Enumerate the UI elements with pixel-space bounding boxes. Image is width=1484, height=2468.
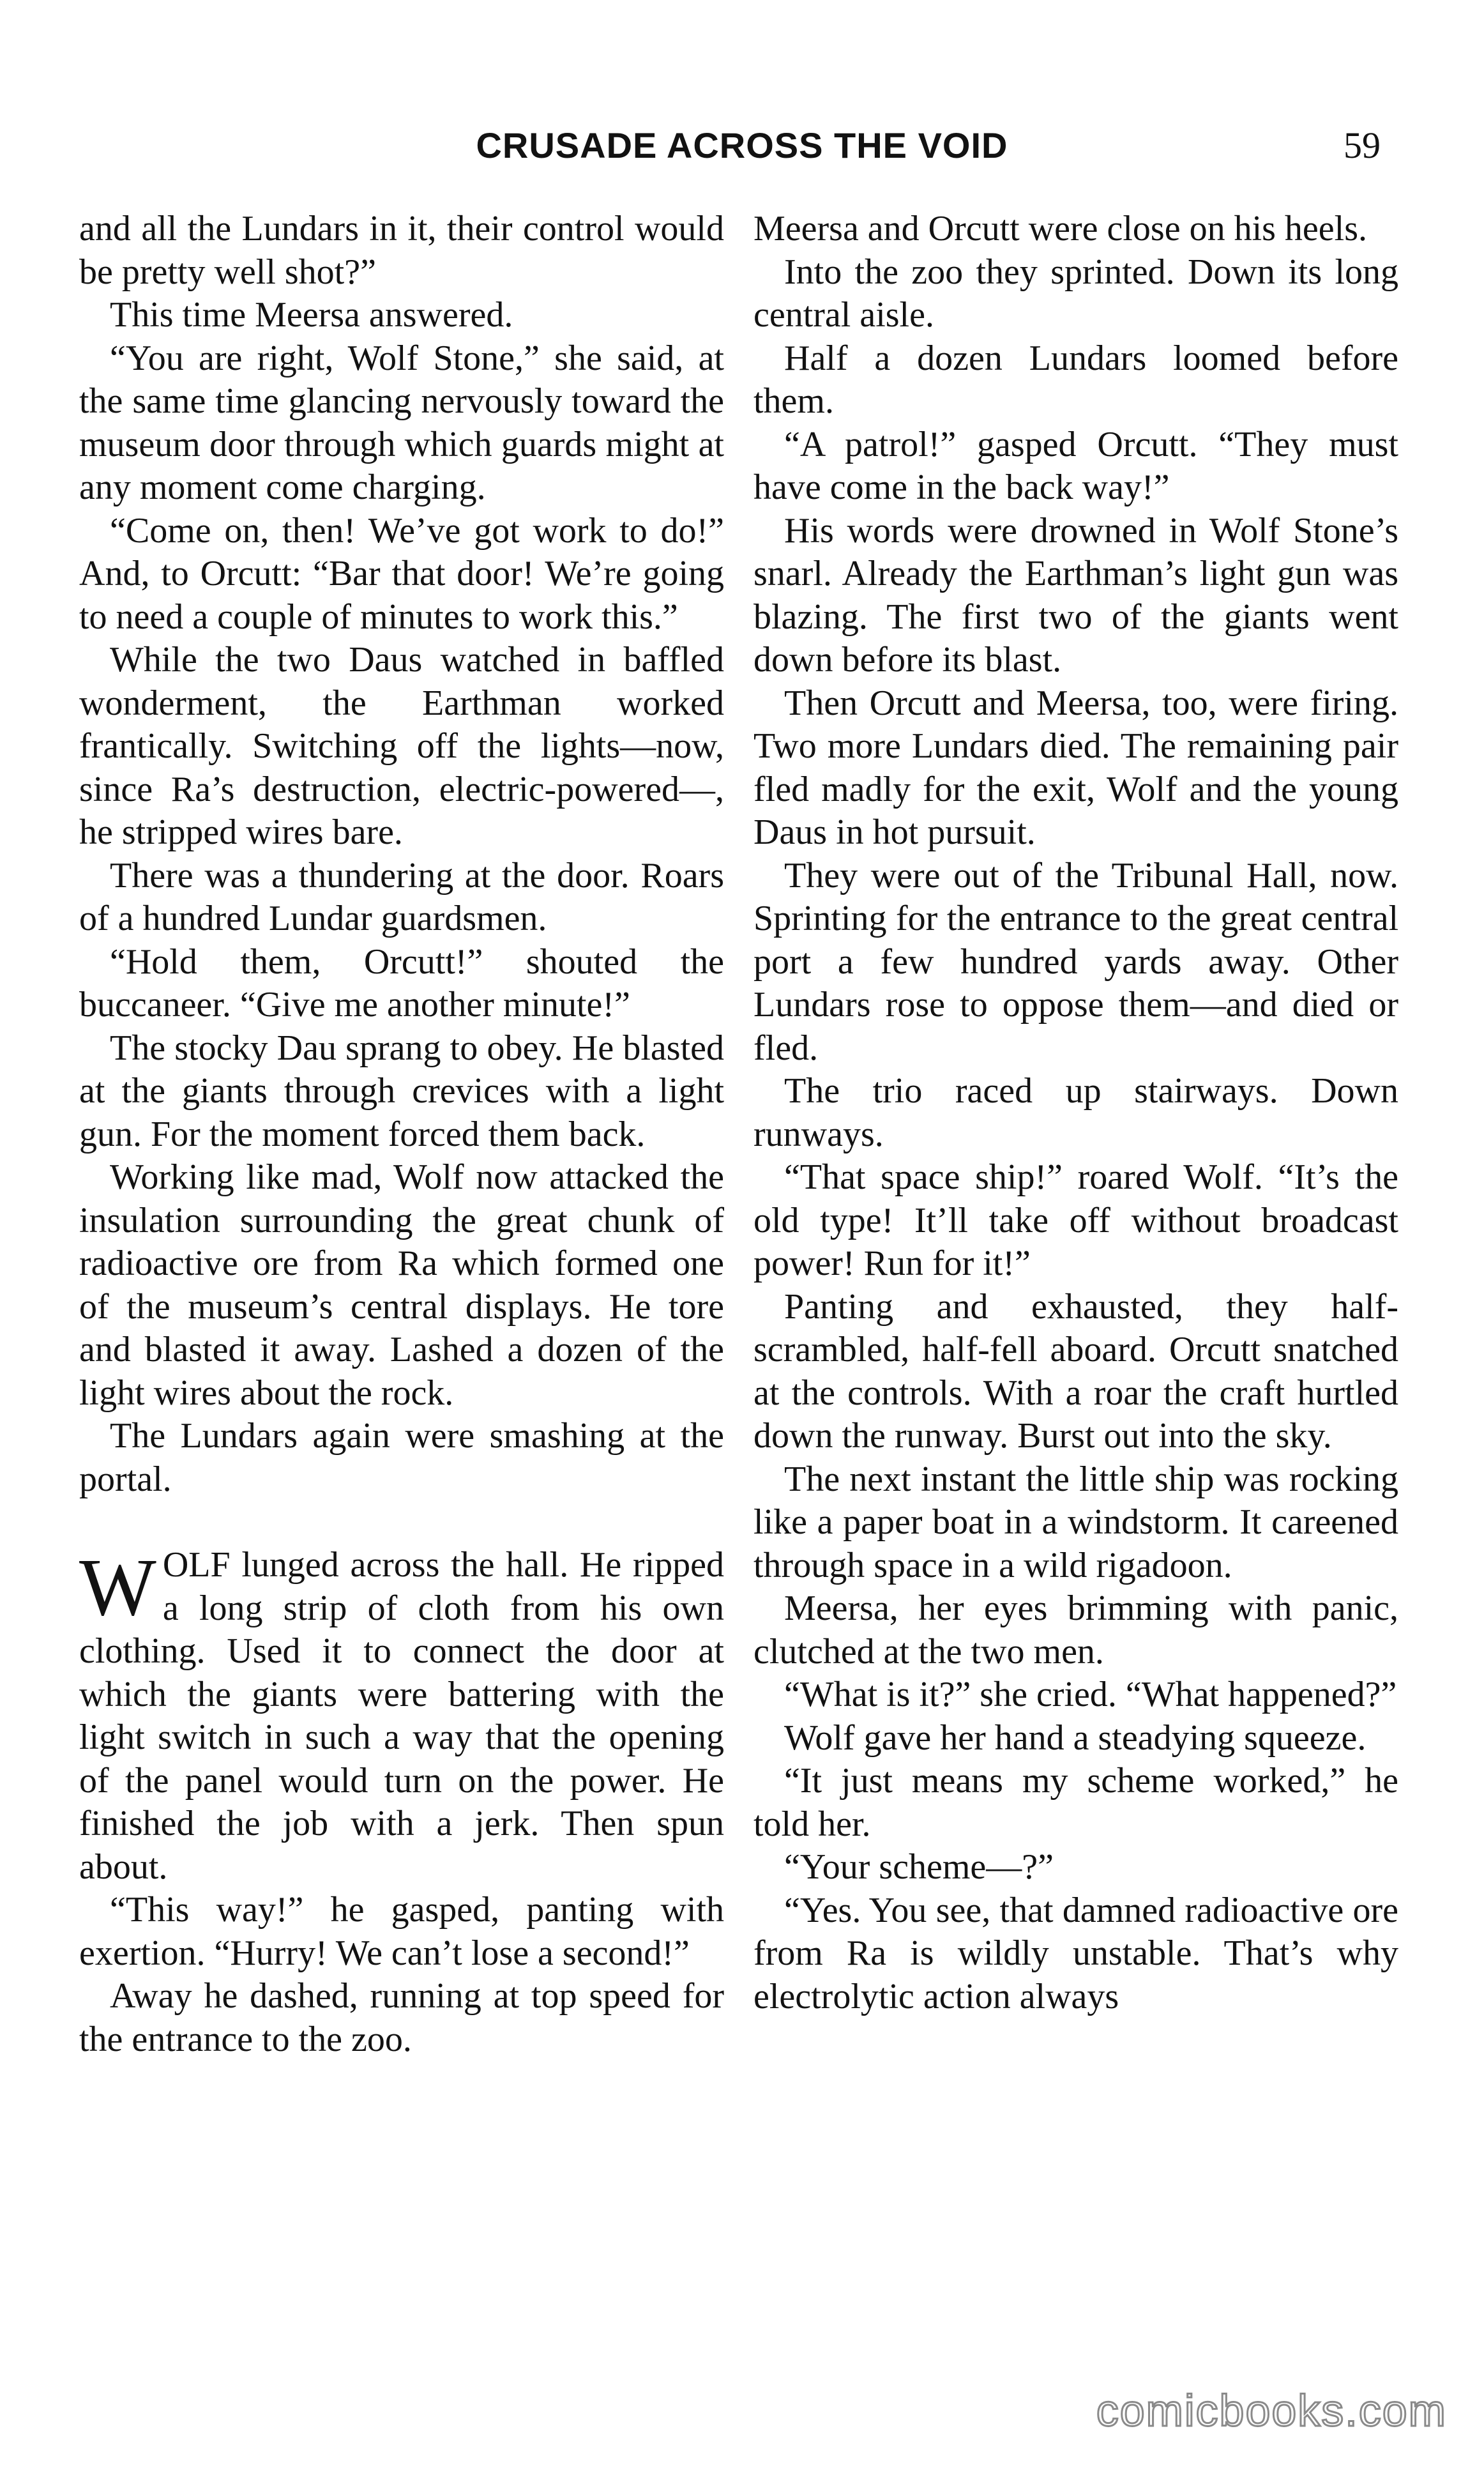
paragraph: Working like mad, Wolf now attacked the insulation surrounding the great chunk of radioactive ore from Ra which formed one of the museum’s central displays. He tore and blasted it away. Lashed a dozen of the light wires about the rock. bbox=[79, 1157, 724, 1413]
left-column bbox=[79, 208, 724, 2061]
paragraph: Meersa, her eyes brimming with panic, clutched at the two men. bbox=[753, 1588, 1398, 1672]
paragraph: The trio raced up stairways. Down runways. bbox=[753, 1071, 1398, 1154]
page-number: 59 bbox=[1344, 125, 1381, 166]
paragraph: This time Meersa answered. bbox=[110, 295, 513, 335]
paragraph: “You are right, Wolf Stone,” she said, at the same time glancing nervously toward the museum door through which guards might at any moment come charging. bbox=[79, 338, 724, 507]
paragraph: The stocky Dau sprang to obey. He blasted at the giants through crevices with a light gun. For the moment forced them back. bbox=[79, 1028, 724, 1154]
paragraph: “Come on, then! We’ve got work to do!” And, to Orcutt: “Bar that door! We’re going to need a couple of minutes to work this.” bbox=[79, 510, 724, 637]
section-opening-text: OLF lunged across the hall. He ripped a long strip of cloth from his own clothing. Used it to connect the door at which the giants were battering with the light switch in such a way that the opening of the panel would turn on the power. He finished the job with a jerk. Then spun about. bbox=[79, 1545, 724, 1887]
paragraph: His words were drowned in Wolf Stone’s snarl. Already the Earthman’s light gun was blazing. The first two of the giants went down before its blast. bbox=[753, 510, 1398, 680]
paragraph: “Your scheme—?” bbox=[784, 1847, 1054, 1887]
paragraph: The Lundars again were smashing at the portal. bbox=[79, 1416, 724, 1499]
paragraph: The next instant the little ship was rocking like a paper boat in a windstorm. It careened through space in a wild rigadoon. bbox=[753, 1459, 1398, 1585]
section-opening-paragraph bbox=[79, 1544, 724, 1889]
paragraph: Panting and exhausted, they half-scrambled, half-fell aboard. Orcutt snatched at the controls. With a roar the craft hurtled down the runway. Burst out into the sky. bbox=[753, 1286, 1398, 1456]
paragraph: While the two Daus watched in baffled wonderment, the Earthman worked frantically. Switching off the lights—now, since Ra’s destruction, electric-powered—, he stripped wires bare. bbox=[79, 640, 724, 852]
paragraph: “Yes. You see, that damned radioactive ore from Ra is wildly unstable. That’s why electrolytic action always bbox=[753, 1890, 1398, 2016]
paragraph: Meersa and Orcutt were close on his heels. bbox=[753, 209, 1367, 248]
running-title: CRUSADE ACROSS THE VOID bbox=[476, 125, 1008, 165]
right-column bbox=[753, 208, 1398, 2018]
paragraph: Wolf gave her hand a steadying squeeze. bbox=[784, 1718, 1367, 1758]
paragraph: Then Orcutt and Meersa, too, were firing. Two more Lundars died. The remaining pair fled madly for the exit, Wolf and the young Daus in hot pursuit. bbox=[753, 683, 1398, 852]
paragraph: “A patrol!” gasped Orcutt. “They must have come in the back way!” bbox=[753, 424, 1398, 507]
drop-cap: W bbox=[79, 1542, 156, 1633]
paragraph: “That space ship!” roared Wolf. “It’s the old type! It’ll take off without broadcast power! Run for it!” bbox=[753, 1157, 1398, 1283]
paragraph: Into the zoo they sprinted. Down its long central aisle. bbox=[753, 252, 1398, 335]
site-watermark: comicbooks.com bbox=[1096, 2386, 1447, 2435]
paragraph: They were out of the Tribunal Hall, now. Sprinting for the entrance to the great central port a few hundred yards away. Other Lundars rose to oppose them—and died or fled. bbox=[753, 855, 1398, 1068]
paragraph: Away he dashed, running at top speed for the entrance to the zoo. bbox=[79, 1976, 724, 2059]
paragraph: There was a thundering at the door. Roars of a hundred Lundar guardsmen. bbox=[79, 855, 724, 938]
page-header bbox=[0, 120, 1484, 171]
paragraph: Half a dozen Lundars loomed before them. bbox=[753, 338, 1398, 421]
paragraph: “Hold them, Orcutt!” shouted the buccaneer. “Give me another minute!” bbox=[79, 941, 724, 1025]
paragraph: “What is it?” she cried. “What happened?” bbox=[784, 1675, 1397, 1714]
paragraph: “This way!” he gasped, panting with exertion. “Hurry! We can’t lose a second!” bbox=[79, 1890, 724, 1973]
paragraph: “It just means my scheme worked,” he told her. bbox=[753, 1761, 1398, 1844]
paragraph: and all the Lundars in it, their control would be pretty well shot?” bbox=[79, 209, 724, 292]
